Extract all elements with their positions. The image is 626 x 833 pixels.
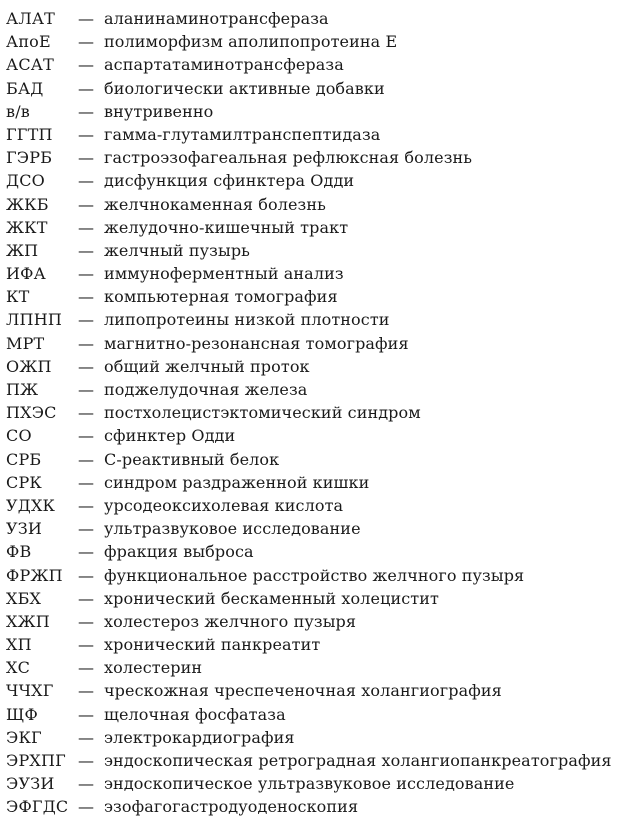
list-item — [6, 564, 620, 587]
abbreviation: МРТ — [6, 333, 45, 353]
abbreviation: ЛПНП — [6, 310, 63, 330]
definition: эндоскопическая ретроградная холангиопанкреатография — [104, 751, 612, 770]
definition: гамма-глутамилтранспептидаза — [104, 124, 381, 144]
list-item — [6, 540, 620, 563]
definition: внутривенно — [104, 101, 214, 121]
definition: фракция выброса — [104, 542, 254, 562]
definition: биологически активные добавки — [104, 78, 385, 98]
definition: аланинаминотрансфераза — [104, 9, 329, 28]
list-item — [6, 726, 620, 749]
list-item — [6, 517, 620, 540]
separator-dash: — — [78, 32, 94, 52]
separator-dash: — — [78, 635, 94, 655]
abbreviation: ФРЖП — [6, 565, 63, 585]
list-item — [6, 587, 620, 610]
definition: урсодеоксихолевая кислота — [104, 495, 344, 515]
definition: С-реактивный белок — [104, 449, 280, 469]
abbreviation: ЖКТ — [6, 217, 48, 237]
definition: иммуноферментный анализ — [104, 264, 344, 284]
list-item — [6, 53, 620, 76]
abbreviation: ЭУЗИ — [6, 774, 55, 794]
abbreviation: ПХЭС — [6, 403, 57, 423]
list-item — [6, 262, 620, 285]
separator-dash: — — [78, 727, 94, 747]
list-item — [6, 471, 620, 494]
list-item — [6, 378, 620, 401]
abbreviation: ЧЧХГ — [6, 681, 54, 701]
list-item — [6, 193, 620, 216]
definition: холестерин — [104, 658, 203, 678]
separator-dash: — — [78, 565, 94, 585]
definition: сфинктер Одди — [104, 426, 236, 446]
list-item — [6, 749, 620, 772]
separator-dash: — — [78, 797, 94, 817]
list-item — [6, 703, 620, 726]
definition: постхолецистэктомический синдром — [104, 403, 421, 423]
separator-dash: — — [78, 356, 94, 376]
separator-dash: — — [78, 681, 94, 701]
definition: ультразвуковое исследование — [104, 519, 361, 539]
abbreviation: АСАТ — [6, 55, 54, 75]
separator-dash: — — [78, 287, 94, 307]
abbreviation: ХП — [6, 635, 32, 655]
separator-dash: — — [78, 403, 94, 423]
list-item — [6, 355, 620, 378]
list-item — [6, 795, 620, 818]
definition: хронический панкреатит — [104, 635, 321, 655]
definition: синдром раздраженной кишки — [104, 472, 370, 492]
definition: аспартатаминотрансфераза — [104, 55, 344, 75]
list-item — [6, 308, 620, 331]
abbreviation: ГГТП — [6, 124, 53, 144]
abbreviation: СРБ — [6, 449, 42, 469]
abbreviation: ЩФ — [6, 704, 38, 724]
abbreviation: ФВ — [6, 542, 32, 562]
list-item — [6, 100, 620, 123]
separator-dash: — — [78, 519, 94, 539]
list-item — [6, 123, 620, 146]
separator-dash: — — [78, 333, 94, 353]
separator-dash: — — [78, 101, 94, 121]
definition: липопротеины низкой плотности — [104, 310, 390, 330]
separator-dash: — — [78, 426, 94, 446]
abbreviation: ЭРХПГ — [6, 751, 66, 770]
list-item — [6, 146, 620, 169]
separator-dash: — — [78, 495, 94, 515]
abbreviation: ХБХ — [6, 588, 42, 608]
definition: функциональное расстройство желчного пузыря — [104, 565, 525, 585]
list-item — [6, 77, 620, 100]
list-item — [6, 679, 620, 702]
separator-dash: — — [78, 751, 94, 770]
definition: дисфункция сфинктера Одди — [104, 171, 355, 191]
separator-dash: — — [78, 774, 94, 794]
separator-dash: — — [78, 194, 94, 214]
abbreviation: СО — [6, 426, 32, 446]
list-item — [6, 216, 620, 239]
abbreviation: ИФА — [6, 264, 46, 284]
abbreviation: УДХК — [6, 495, 56, 515]
definition: холестероз желчного пузыря — [104, 611, 357, 631]
abbreviation: БАД — [6, 78, 44, 98]
definition: желчный пузырь — [104, 240, 250, 260]
abbreviation: АЛАТ — [6, 9, 56, 28]
abbreviation: СРК — [6, 472, 42, 492]
separator-dash: — — [78, 148, 94, 168]
separator-dash: — — [78, 472, 94, 492]
list-item — [6, 239, 620, 262]
list-item — [6, 424, 620, 447]
definition: полиморфизм аполипопротеина Е — [104, 32, 398, 52]
separator-dash: — — [78, 542, 94, 562]
abbreviation: УЗИ — [6, 519, 43, 539]
definition: эндоскопическое ультразвуковое исследование — [104, 774, 515, 794]
separator-dash: — — [78, 588, 94, 608]
abbreviation-list — [6, 7, 620, 819]
separator-dash: — — [78, 124, 94, 144]
list-item — [6, 285, 620, 308]
definition: электрокардиография — [104, 727, 295, 747]
definition: эзофагогастродуоденоскопия — [104, 797, 359, 817]
separator-dash: — — [78, 658, 94, 678]
definition: желчнокаменная болезнь — [104, 194, 326, 214]
definition: гастроэзофагеальная рефлюксная болезнь — [104, 148, 473, 168]
separator-dash: — — [78, 704, 94, 724]
definition: хронический бескаменный холецистит — [104, 588, 439, 608]
list-item — [6, 610, 620, 633]
abbreviation: КТ — [6, 287, 30, 307]
abbreviation: ХС — [6, 658, 31, 678]
list-item — [6, 656, 620, 679]
abbreviation: АпоЕ — [6, 32, 51, 52]
abbreviation: ПЖ — [6, 380, 39, 399]
abbreviation: ХЖП — [6, 611, 50, 631]
separator-dash: — — [78, 310, 94, 330]
abbreviation: ЖП — [6, 240, 39, 260]
list-item — [6, 772, 620, 795]
list-item — [6, 448, 620, 471]
abbreviation: ОЖП — [6, 356, 52, 376]
abbreviation: ЭКГ — [6, 727, 42, 747]
separator-dash: — — [78, 217, 94, 237]
separator-dash: — — [78, 264, 94, 284]
separator-dash: — — [78, 611, 94, 631]
separator-dash: — — [78, 9, 94, 28]
definition: желудочно-кишечный тракт — [104, 217, 349, 237]
abbreviation: в/в — [6, 101, 31, 121]
separator-dash: — — [78, 380, 94, 399]
list-item — [6, 633, 620, 656]
definition: магнитно-резонансная томография — [104, 333, 409, 353]
separator-dash: — — [78, 55, 94, 75]
list-item — [6, 7, 620, 30]
list-item — [6, 30, 620, 53]
separator-dash: — — [78, 171, 94, 191]
separator-dash: — — [78, 240, 94, 260]
separator-dash: — — [78, 78, 94, 98]
abbreviation: ЖКБ — [6, 194, 49, 214]
definition: общий желчный проток — [104, 356, 310, 376]
definition: поджелудочная железа — [104, 380, 308, 399]
list-item — [6, 169, 620, 192]
definition: щелочная фосфатаза — [104, 704, 286, 724]
abbreviation: ДСО — [6, 171, 45, 191]
list-item — [6, 332, 620, 355]
definition: чрескожная чреспеченочная холангиография — [104, 681, 502, 701]
list-item — [6, 401, 620, 424]
abbreviation: ЭФГДС — [6, 797, 69, 817]
list-item — [6, 494, 620, 517]
abbreviation: ГЭРБ — [6, 148, 53, 168]
definition: компьютерная томография — [104, 287, 338, 307]
separator-dash: — — [78, 449, 94, 469]
